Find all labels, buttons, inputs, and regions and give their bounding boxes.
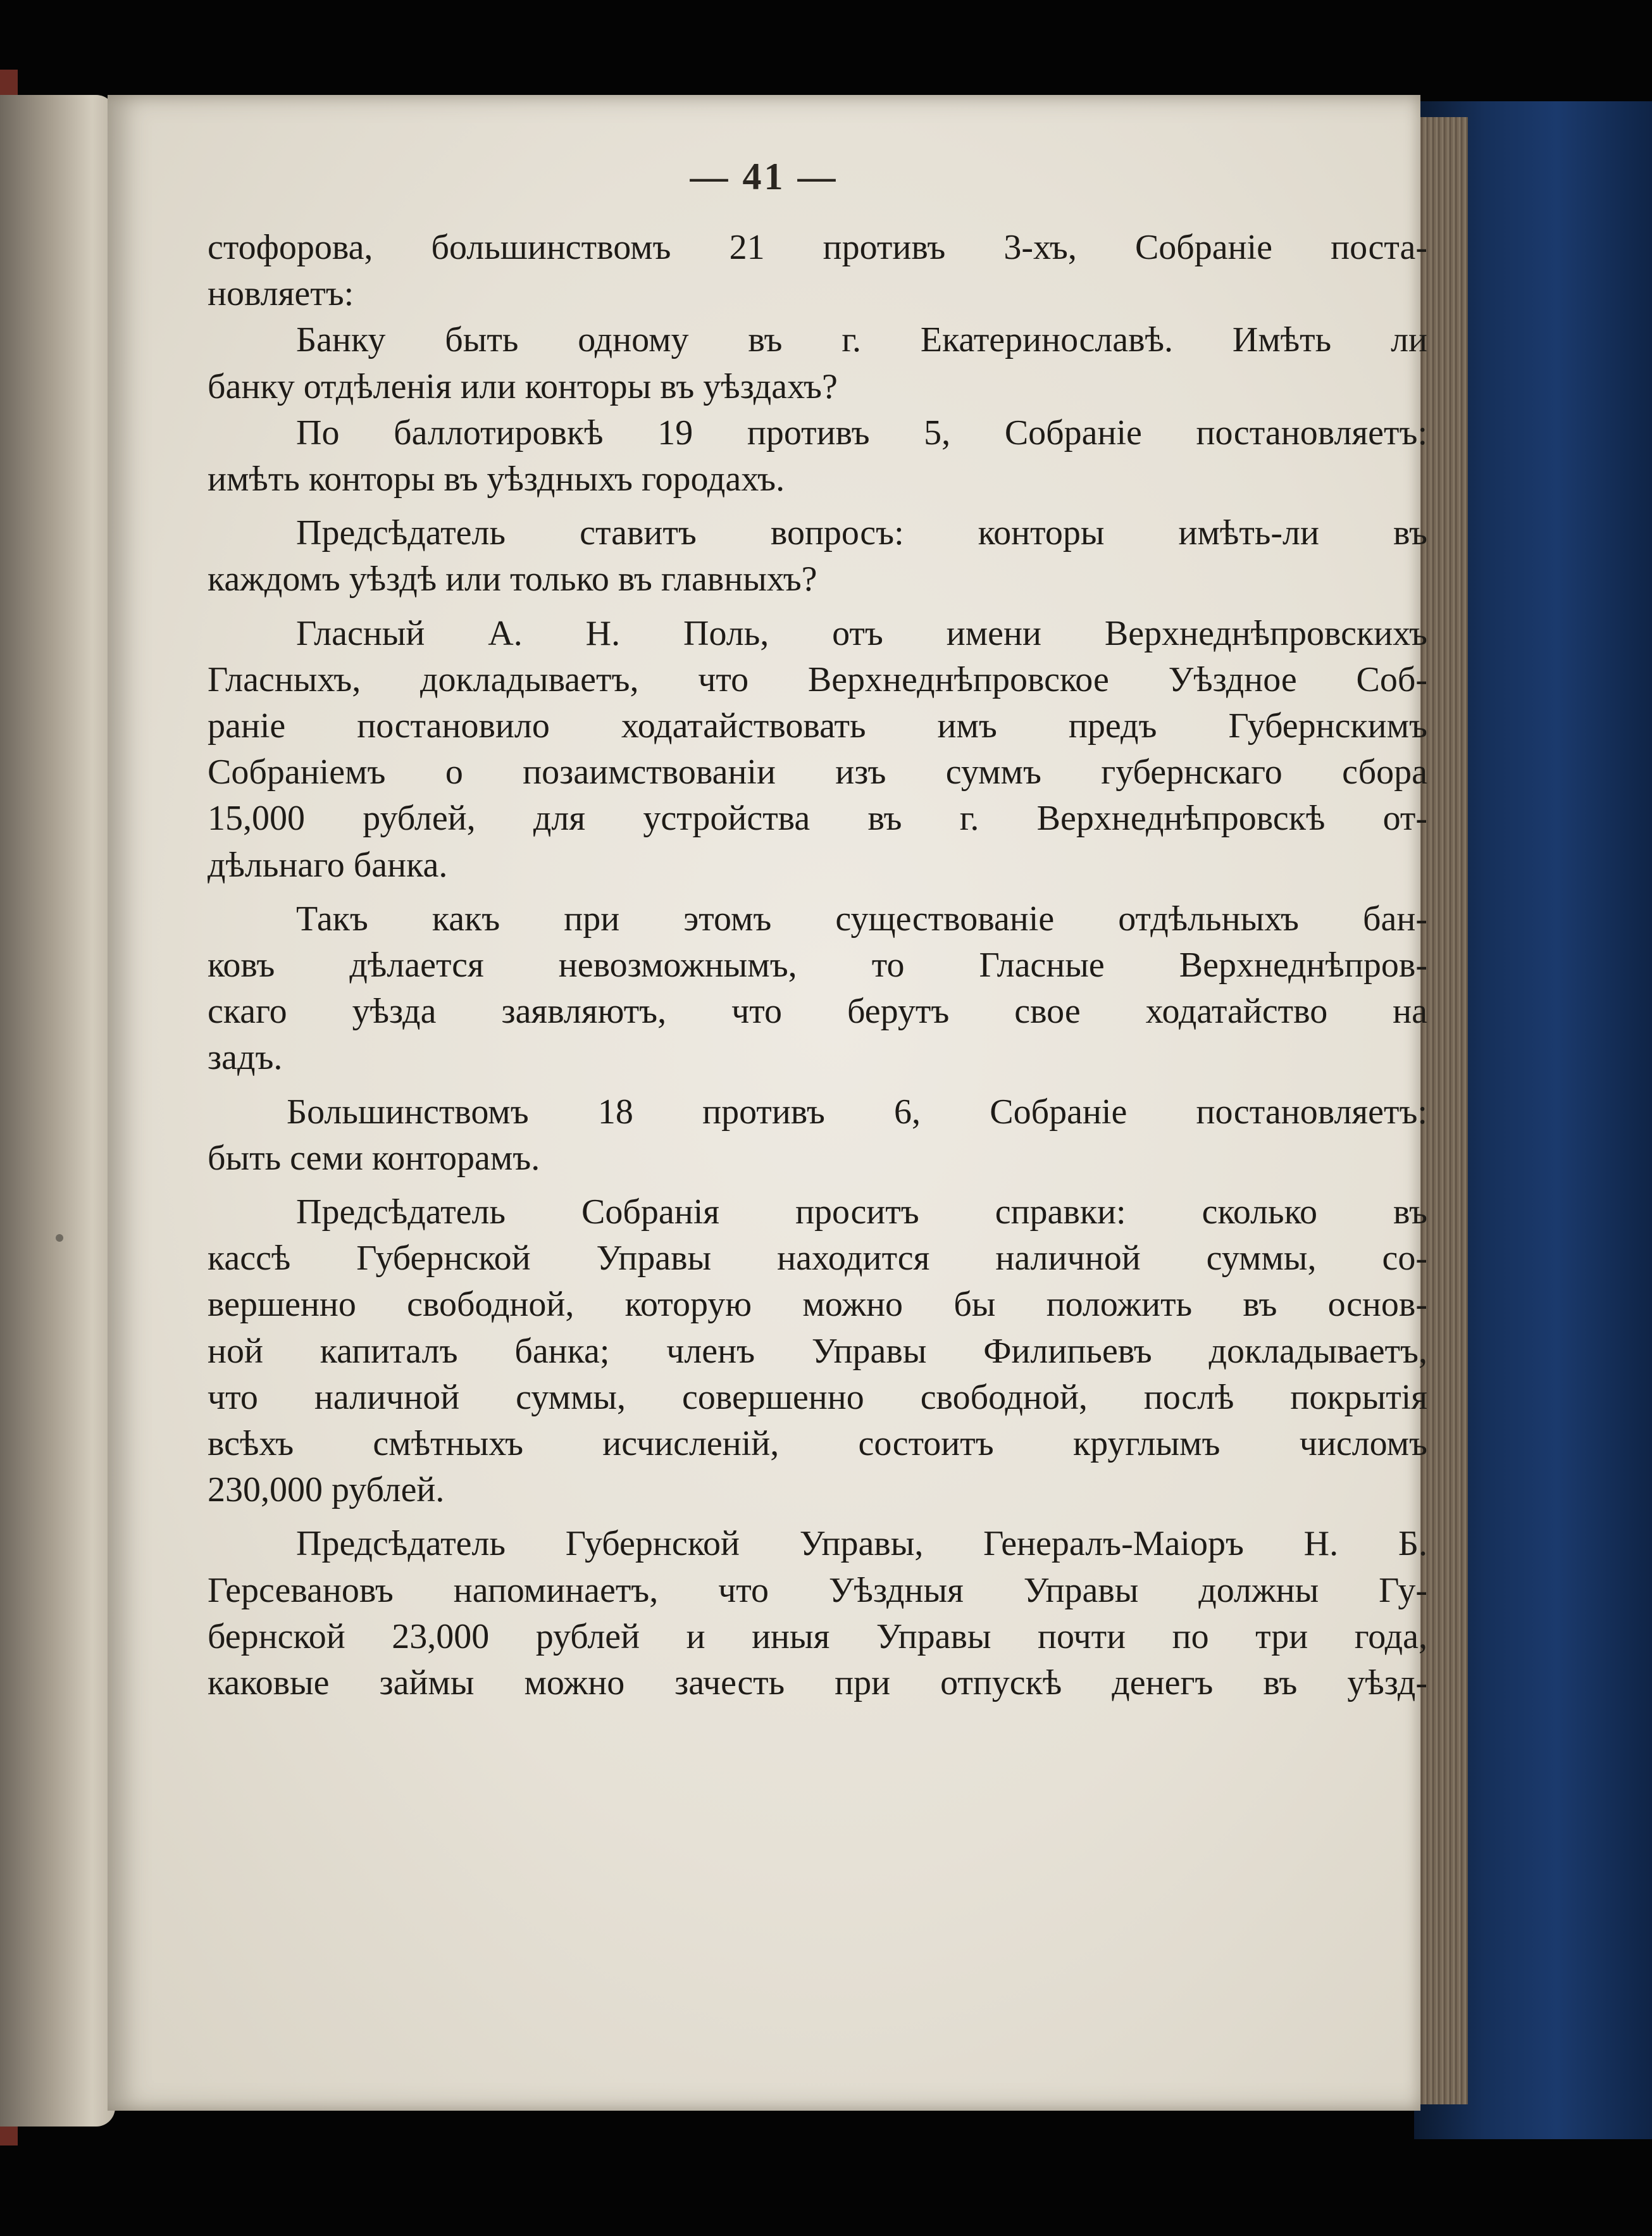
- text-line: задъ.: [208, 1038, 283, 1078]
- text-line: Гласный А. Н. Поль, отъ имени Верхнеднѣпровскихъ: [296, 613, 1427, 653]
- text-line: 230,000 рублей.: [208, 1470, 445, 1510]
- text-line: Герсевановъ напоминаетъ, что Уѣздныя Управы должны Гу-: [208, 1570, 1427, 1610]
- text-line: кассѣ Губернской Управы находится наличной суммы, со-: [208, 1239, 1427, 1278]
- text-line: дѣльнаго банка.: [208, 845, 448, 885]
- text-line: быть семи конторамъ.: [208, 1138, 540, 1178]
- text-line: 15,000 рублей, для устройства въ г. Верхнеднѣпровскѣ от-: [208, 799, 1427, 839]
- page-text: [208, 225, 1427, 1706]
- text-line: бернской 23,000 рублей и иныя Управы почти по три года,: [208, 1616, 1427, 1656]
- facing-page: [0, 95, 115, 2127]
- text-line: каждомъ уѣздѣ или только въ главныхъ?: [208, 559, 817, 599]
- text-line: каковые займы можно зачесть при отпускѣ денегъ въ уѣзд-: [208, 1663, 1427, 1703]
- book-page: [108, 95, 1427, 2111]
- text-line: вершенно свободной, которую можно бы положить въ основ-: [208, 1285, 1427, 1325]
- page-number: — 41 —: [690, 156, 838, 197]
- text-line: Предсѣдатель Собранія проситъ справки: сколько въ: [296, 1192, 1427, 1232]
- text-line: стофорова, большинствомъ 21 противъ 3-хъ, Собраніе поста-: [208, 228, 1427, 267]
- text-line: По баллотировкѣ 19 противъ 5, Собраніе постановляетъ:: [296, 413, 1427, 453]
- text-line: ной капиталъ банка; членъ Управы Филипьевъ докладываетъ,: [208, 1331, 1427, 1371]
- text-line: Большинствомъ 18 противъ 6, Собраніе постановляетъ:: [287, 1092, 1427, 1132]
- text-line: Предсѣдатель Губернской Управы, Генералъ-Маіоръ Н. Б.: [296, 1524, 1427, 1564]
- text-line: всѣхъ смѣтныхъ исчисленій, состоитъ круглымъ числомъ: [208, 1424, 1427, 1464]
- text-line: раніе постановило ходатайствовать имъ предъ Губернскимъ: [208, 706, 1427, 746]
- text-line: имѣть конторы въ уѣздныхъ городахъ.: [208, 459, 785, 499]
- text-line: Собраніемъ о позаимствованіи изъ суммъ губернскаго сбора: [208, 753, 1427, 792]
- text-line: банку отдѣленія или конторы въ уѣздахъ?: [208, 366, 838, 406]
- text-line: что наличной суммы, совершенно свободной, послѣ покрытія: [208, 1377, 1427, 1417]
- text-line: Предсѣдатель ставитъ вопросъ: конторы имѣть-ли въ: [296, 513, 1427, 553]
- text-line: Банку быть одному въ г. Екатеринославѣ. Имѣть ли: [296, 320, 1427, 360]
- text-line: Гласныхъ, докладываетъ, что Верхнеднѣпровское Уѣздное Соб-: [208, 659, 1427, 699]
- text-line: ковъ дѣлается невозможнымъ, то Гласные Верхнеднѣпров-: [208, 946, 1427, 985]
- ink-spot: [56, 1234, 63, 1242]
- text-line: новляетъ:: [208, 274, 354, 314]
- text-line: Такъ какъ при этомъ существованіе отдѣльныхъ бан-: [296, 899, 1427, 939]
- text-line: скаго уѣзда заявляютъ, что берутъ свое ходатайство на: [208, 992, 1427, 1032]
